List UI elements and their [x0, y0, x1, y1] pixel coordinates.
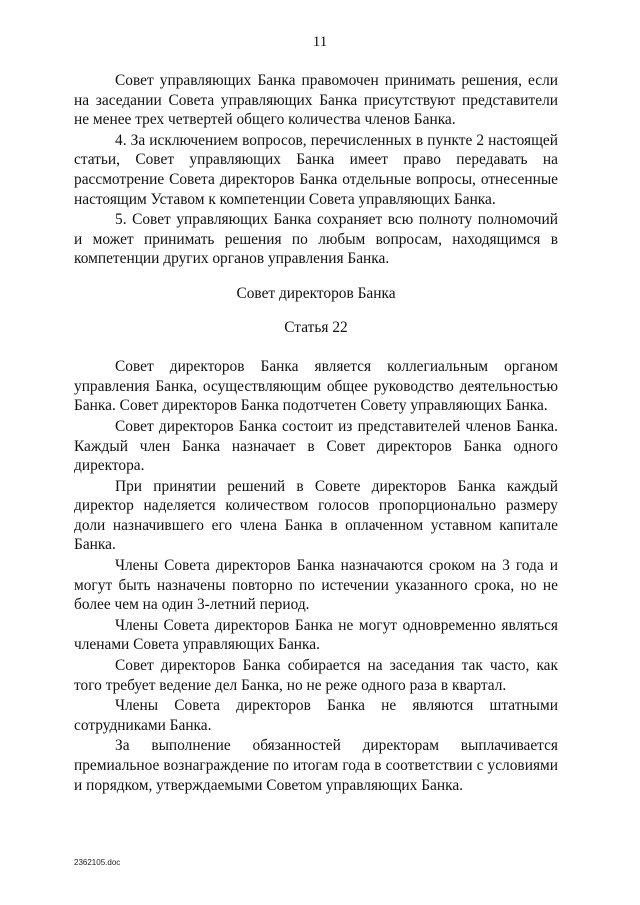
paragraph-board-definition: Совет директоров Банка является коллегиальным органом управления Банка, осуществляющим общее руководство деятельностью Банка. Совет директоров Банка подотчетен Совету управляющих Банка.	[74, 358, 558, 415]
article-heading: Статья 22	[284, 318, 348, 336]
paragraph-voting: При принятии решений в Совете директоров Банка каждый директор наделяется количеством голосов пропорционально размеру доли назначившего его члена Банка в оплаченном уставном капитале Банка.	[74, 477, 558, 554]
paragraph-term: Члены Совета директоров Банка назначаются сроком на 3 года и могут быть назначены повторно по истечении указанного срока, но не более чем на один 3-летний период.	[74, 557, 558, 614]
paragraph-incompatibility: Члены Совета директоров Банка не могут одновременно являться членами Совета управляющих Банка.	[74, 616, 558, 654]
paragraph-remuneration: За выполнение обязанностей директорам выплачивается премиальное вознаграждение по итогам года в соответствии с условиями и порядком, утверждаемыми Советом управляющих Банка.	[74, 737, 558, 794]
paragraph-quorum: Совет управляющих Банка правомочен принимать решения, если на заседании Совета управляющих Банка присутствуют представители не менее трех четвертей общего количества членов Банка.	[74, 72, 558, 129]
paragraph-meetings: Совет директоров Банка собирается на заседания так часто, как того требует ведение дел Банка, но не реже одного раза в квартал.	[74, 657, 558, 694]
footer-filename: 2362105.doc	[74, 858, 121, 867]
paragraph-staff-status: Члены Совета директоров Банка не являются штатными сотрудниками Банка.	[74, 697, 558, 734]
section-heading: Совет директоров Банка	[236, 284, 396, 302]
page-number: 11	[312, 34, 328, 50]
paragraph-item-5: 5. Совет управляющих Банка сохраняет всю полноту полномочий и может принимать решения по любым вопросам, находящимся в компетенции других органов управления Банка.	[74, 211, 558, 268]
document-body	[74, 71, 558, 796]
paragraph-board-composition: Совет директоров Банка состоит из представителей членов Банка. Каждый член Банка назначает в Совет директоров Банка одного директора.	[74, 417, 558, 475]
paragraph-item-4: 4. За исключением вопросов, перечисленных в пункте 2 настоящей статьи, Совет управляющих Банка имеет право передавать на рассмотрение Совета директоров Банка отдельные вопросы, отнесенные настоящим Уставом к компетенции Совета управляющих Банка.	[74, 131, 558, 208]
